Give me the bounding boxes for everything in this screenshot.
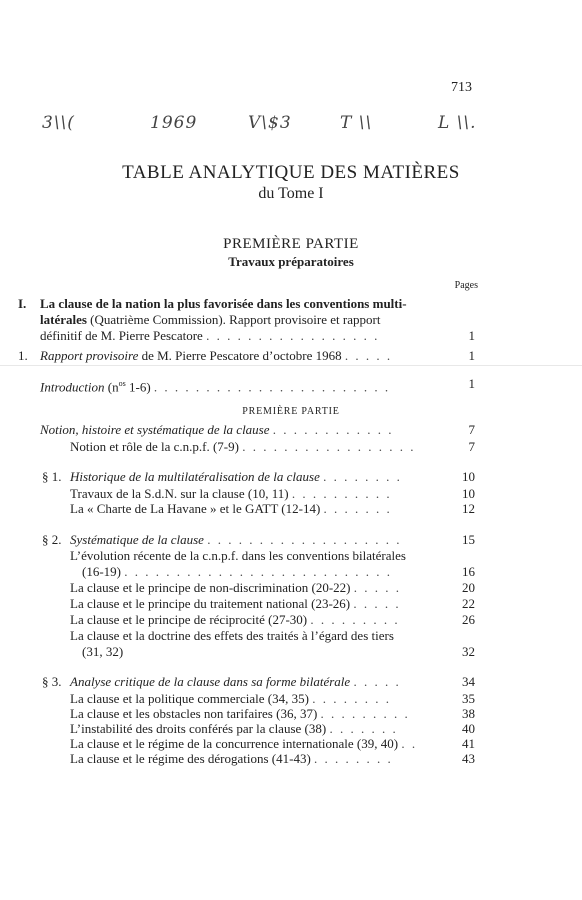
section-number: § 1.	[42, 469, 62, 484]
section-heading: PREMIÈRE PARTIE	[242, 406, 340, 417]
page-ref: 7	[468, 439, 475, 454]
toc-entry-line: Historique de la multilatéralisation de la clause . . . . . . . .	[70, 469, 402, 484]
page-ref: 41	[462, 736, 475, 751]
page-ref: 38	[462, 706, 475, 721]
toc-entry-line: La clause de la nation la plus favorisée dans les conventions multi-	[40, 296, 407, 311]
toc-entry-line: La clause et le principe du traitement national (23-26) . . . . .	[70, 596, 401, 611]
toc-entry-line: latérales (Quatrième Commission). Rapport provisoire et rapport	[40, 312, 381, 327]
part-subheading: Travaux préparatoires	[228, 254, 354, 269]
toc-entry-line: Systématique de la clause . . . . . . . . . . . . . . . . . . .	[70, 532, 402, 547]
entry-number: I.	[18, 296, 27, 311]
part-heading: PREMIÈRE PARTIE	[223, 236, 359, 252]
page-ref: 26	[462, 612, 475, 627]
toc-entry-line: La clause et la doctrine des effets des traités à l’égard des tiers	[70, 628, 394, 643]
divider	[0, 365, 582, 366]
page-ref: 10	[462, 486, 475, 501]
page-ref: 7	[468, 422, 475, 437]
toc-entry-line: Travaux de la S.d.N. sur la clause (10, 11) . . . . . . . . . .	[70, 486, 392, 501]
page-number: 713	[451, 80, 472, 95]
page-ref: 15	[462, 532, 475, 547]
pages-column-label: Pages	[454, 280, 478, 291]
toc-entry-line: Rapport provisoire de M. Pierre Pescatore d’octobre 1968 . . . . .	[40, 348, 393, 363]
page-ref: 16	[462, 564, 475, 579]
handwritten-note: 3\\(	[42, 113, 75, 133]
page-ref: 40	[462, 721, 475, 736]
page-ref: 1	[468, 348, 475, 363]
toc-entry-line: L’instabilité des droits conférés par la clause (38) . . . . . . .	[70, 721, 398, 736]
toc-entry-line: La clause et le régime de la concurrence internationale (39, 40) . .	[70, 736, 418, 751]
handwritten-note: L \\.	[438, 113, 477, 133]
handwritten-note: V\$3	[248, 113, 292, 133]
page-ref: 1	[468, 328, 475, 343]
section-number: § 2.	[42, 532, 62, 547]
toc-entry-line: La clause et les obstacles non tarifaires (36, 37) . . . . . . . . .	[70, 706, 410, 721]
page-ref: 35	[462, 691, 475, 706]
toc-entry-line: définitif de M. Pierre Pescatore . . . . . . . . . . . . . . . . .	[40, 328, 380, 343]
page-ref: 12	[462, 501, 475, 516]
page-ref: 43	[462, 751, 475, 766]
toc-entry-line: Introduction ($n^{os}$ 1-6) . . . . . . . . . . . . . . . . . . . . . . .	[40, 379, 391, 395]
toc-entry-line: La clause et le principe de non-discrimination (20-22) . . . . .	[70, 580, 401, 595]
page-ref: 10	[462, 469, 475, 484]
page-subtitle: du Tome I	[258, 185, 324, 202]
entry-number: 1.	[18, 348, 28, 363]
toc-entry-line: La « Charte de La Havane » et le GATT (12-14) . . . . . . .	[70, 501, 392, 516]
page-title: TABLE ANALYTIQUE DES MATIÈRES	[122, 162, 460, 183]
toc-entry-line: La clause et le principe de réciprocité (27-30) . . . . . . . . .	[70, 612, 400, 627]
handwritten-note: T \\	[340, 113, 373, 133]
toc-entry-line: La clause et la politique commerciale (34, 35) . . . . . . . .	[70, 691, 391, 706]
page-ref: 34	[462, 674, 475, 689]
page-ref: 22	[462, 596, 475, 611]
page-ref: 20	[462, 580, 475, 595]
toc-entry-line: (16-19) . . . . . . . . . . . . . . . . . . . . . . . . . .	[82, 564, 392, 579]
toc-entry-line: L’évolution récente de la c.n.p.f. dans les conventions bilatérales	[70, 548, 406, 563]
toc-entry-line: Analyse critique de la clause dans sa forme bilatérale . . . . .	[70, 674, 401, 689]
section-number: § 3.	[42, 674, 62, 689]
page-ref: 32	[462, 644, 475, 659]
toc-entry-line: (31, 32)	[82, 644, 124, 659]
toc-entry-line: Notion, histoire et systématique de la clause . . . . . . . . . . . .	[40, 422, 394, 437]
toc-entry-line: La clause et le régime des dérogations (41-43) . . . . . . . .	[70, 751, 393, 766]
handwritten-note: 1969	[150, 113, 198, 133]
page-ref: 1	[468, 376, 475, 391]
toc-entry-line: Notion et rôle de la c.n.p.f. (7-9) . . . . . . . . . . . . . . . . .	[70, 439, 416, 454]
